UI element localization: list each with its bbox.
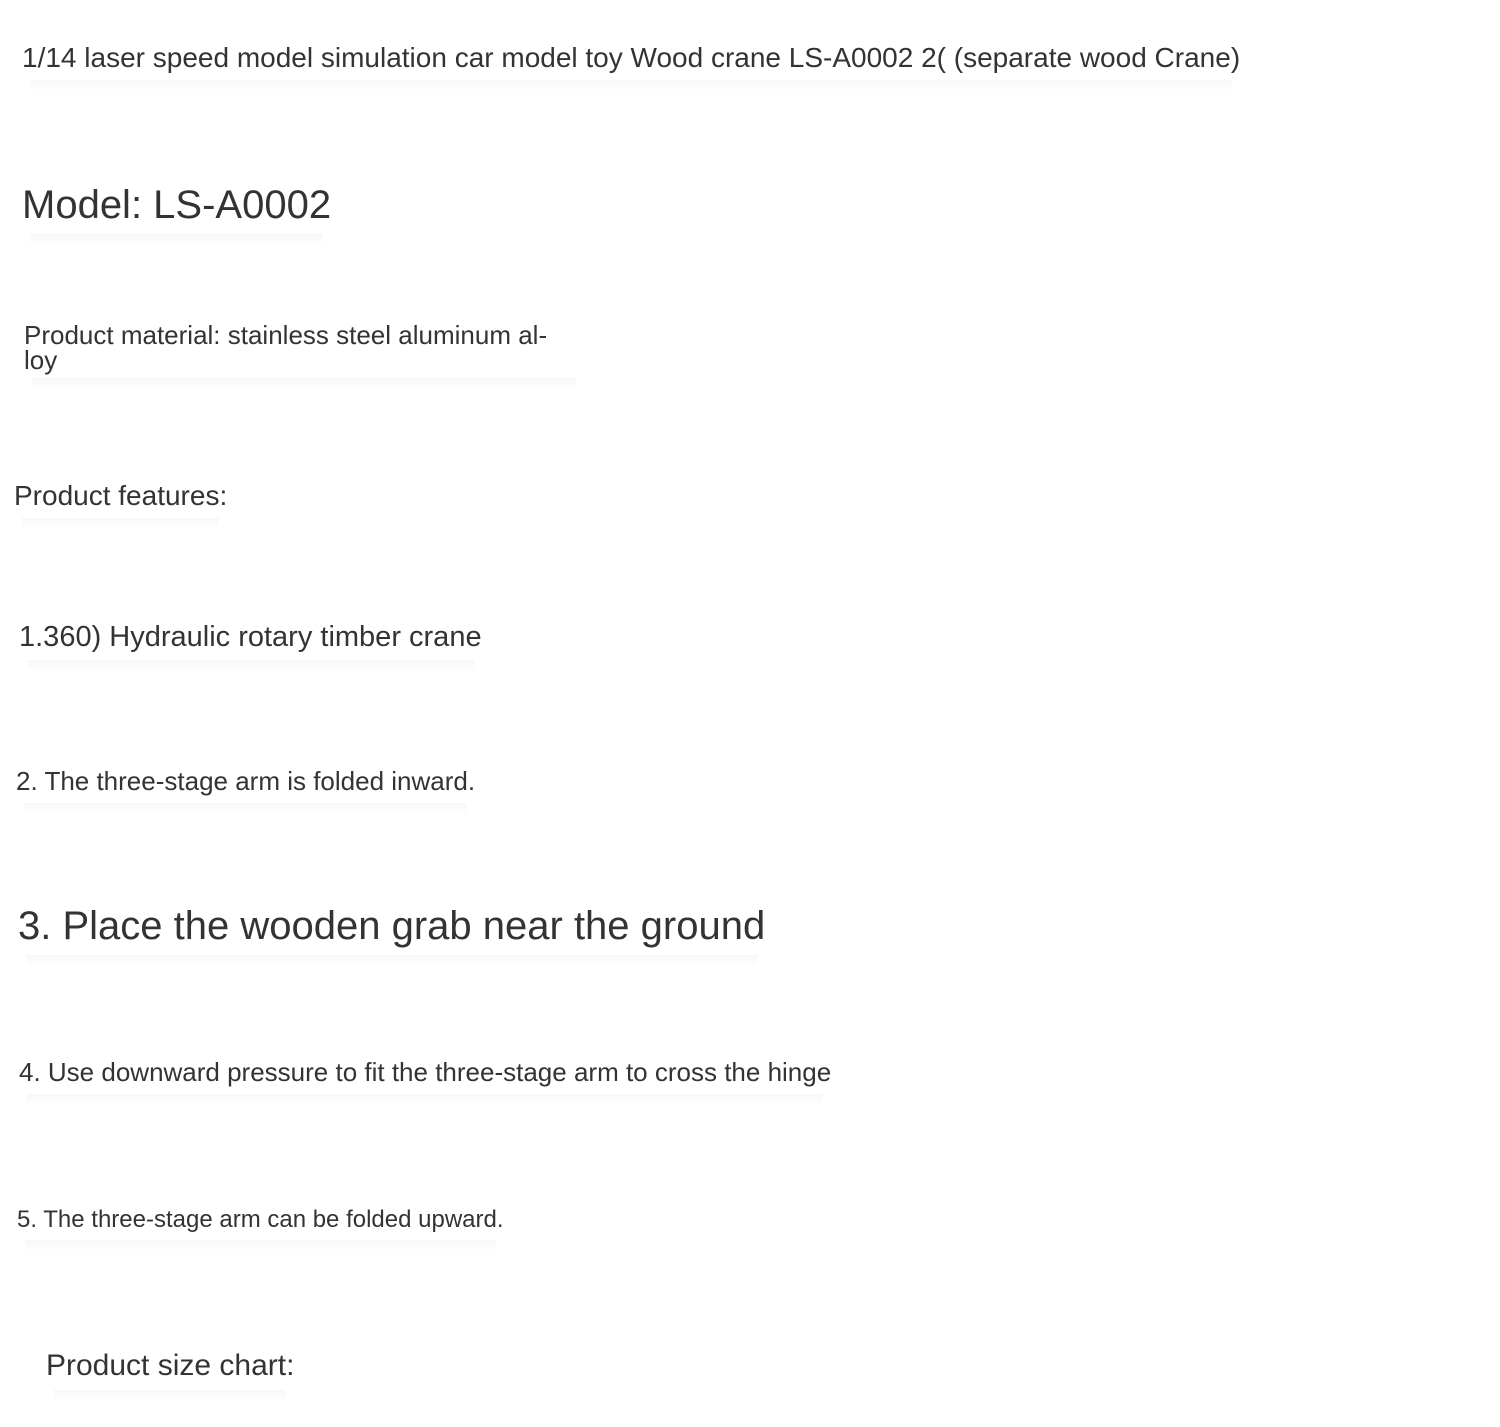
size-chart-heading: Product size chart: (46, 1349, 295, 1382)
model-number: Model: LS-A0002 (22, 183, 332, 227)
feature-item-3: 3. Place the wooden grab near the ground (18, 904, 766, 948)
product-material: Product material: stainless steel aluminum al- loy (24, 323, 584, 372)
feature-item-4: 4. Use downward pressure to fit the three-stage arm to cross the hinge (19, 1057, 832, 1087)
feature-item-2: 2. The three-stage arm is folded inward. (16, 766, 476, 796)
feature-item-1: 1.360) Hydraulic rotary timber crane (19, 621, 482, 653)
feature-item-5: 5. The three-stage arm can be folded upward. (17, 1206, 504, 1233)
product-title: 1/14 laser speed model simulation car model toy Wood crane LS-A0002 2( (separate wood Crane) (22, 42, 1241, 73)
features-heading: Product features: (14, 480, 228, 511)
